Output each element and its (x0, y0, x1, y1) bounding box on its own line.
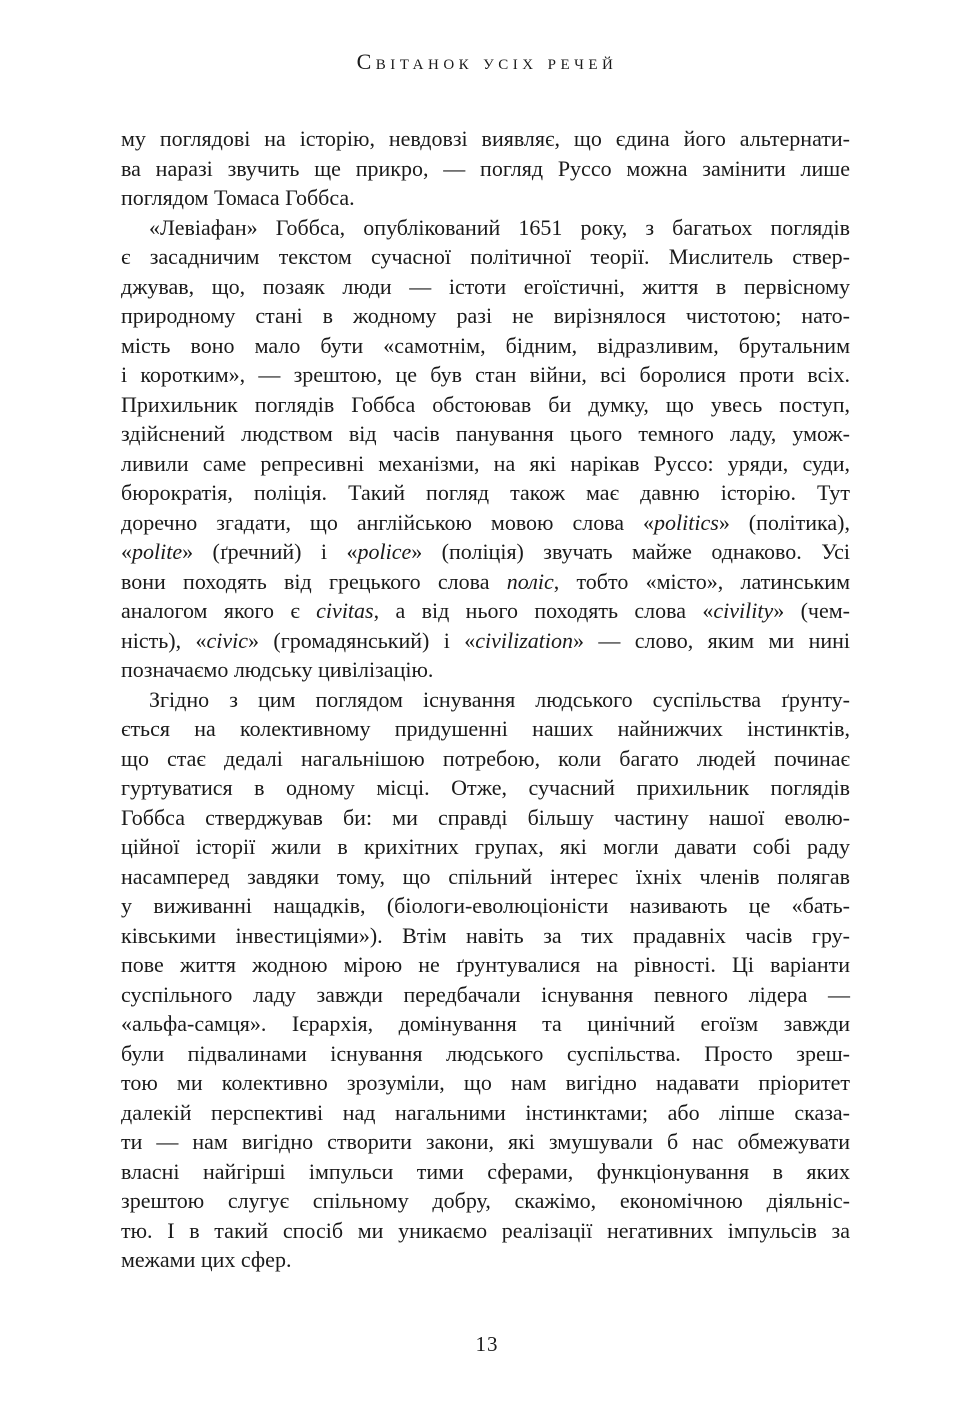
text-line (121, 1039, 850, 1069)
text-segment: ється на колективному придушенні наших найнижчих інстинктів, (121, 716, 850, 741)
text-line (121, 419, 850, 449)
text-segment: ва наразі звучить ще прикро, — погляд Руссо можна замінити лише (121, 155, 850, 181)
italic-text-segment: поліс (506, 568, 554, 594)
text-segment: » (чем- (773, 598, 851, 623)
text-line (121, 1098, 850, 1128)
text-line (121, 596, 850, 626)
text-segment: були підвалинами існування людського суспільства. Просто зреш- (121, 1040, 850, 1066)
text-line (121, 183, 850, 213)
text-segment: що стає дедалі нагальнішою потребою, коли багато людей починає (121, 745, 850, 771)
text-line (121, 1245, 850, 1275)
text-line (121, 980, 850, 1010)
text-line (121, 567, 850, 597)
text-line (121, 213, 850, 243)
text-segment: межами цих сфер. (121, 1247, 292, 1272)
text-line (121, 301, 850, 331)
text-segment: джував, що, позаяк люди — істоти егоїстичні, життя в первісному (121, 273, 850, 299)
text-segment: » (ґречний) і « (182, 539, 358, 564)
text-line (121, 1216, 850, 1246)
text-line (121, 124, 850, 154)
text-segment: зрештою слугує спільному добру, скажімо, економічною діяльніс- (121, 1188, 850, 1213)
text-segment: » (поліція) звучать майже однаково. Усі (411, 539, 850, 564)
text-segment: «альфа-самця». Ієрархія, домінування та цинічний егоїзм завжди (121, 1011, 850, 1036)
text-line (121, 154, 850, 184)
text-segment: і коротким», — зрештою, це був стан війни, всі боролися проти всіх. (121, 362, 850, 387)
text-line (121, 242, 850, 272)
text-segment: пове життя жодною мірою не ґрунтувалися на рівності. Ці варіанти (121, 952, 850, 977)
text-line (121, 1009, 850, 1039)
text-line (121, 1157, 850, 1187)
text-segment: далекій перспективі над нагальними інстинктами; або ліпше сказа- (121, 1099, 850, 1125)
paragraph (121, 124, 850, 213)
text-line (121, 744, 850, 774)
text-segment: тою ми колективно зрозуміли, що нам вигідно надавати пріоритет (121, 1070, 850, 1095)
text-segment: аналогом якого є (121, 598, 317, 623)
text-segment: доречно згадати, що англійською мовою слова « (121, 509, 655, 535)
italic-text-segment: police (357, 539, 412, 564)
text-line (121, 449, 850, 479)
text-segment: » (громадянський) і « (248, 627, 476, 653)
text-line (121, 478, 850, 508)
text-segment: ційної історії жили в крихітних групах, які могли давати собі раду (121, 834, 850, 859)
text-line (121, 360, 850, 390)
text-segment: ливили саме репресивні механізми, на які нарікав Руссо: уряди, суди, (121, 450, 850, 476)
text-segment: му поглядові на історію, невдовзі виявляє, що єдина його альтернати- (121, 126, 850, 151)
text-segment: , а від нього походять слова « (373, 598, 714, 623)
italic-text-segment: civility (713, 598, 774, 623)
paragraph (121, 213, 850, 685)
text-segment: бюрократія, поліція. Такий погляд також має давню історію. Тут (121, 480, 850, 505)
paragraph (121, 685, 850, 1275)
text-line (121, 331, 850, 361)
text-line (121, 832, 850, 862)
text-line (121, 1186, 850, 1216)
italic-text-segment: civilization (475, 627, 573, 653)
text-segment: » — слово, яким ми нині (572, 627, 850, 653)
text-segment: Гоббса стверджував би: ми справді більшу частину нашої еволю- (121, 804, 850, 830)
text-segment: вони походять від грецького слова (121, 568, 507, 594)
text-segment: поглядом Томаса Гоббса. (121, 185, 355, 210)
italic-text-segment: politics (654, 509, 719, 535)
text-segment: суспільного ладу завжди передбачали існування певного лідера — (121, 981, 850, 1007)
text-segment: Прихильник поглядів Гоббса обстоював би думку, що увесь поступ, (121, 391, 850, 417)
text-line (121, 803, 850, 833)
text-segment: позначаємо людську цивілізацію. (121, 657, 434, 682)
text-line (121, 685, 850, 715)
text-segment: мість воно мало бути «самотнім, бідним, відразливим, брутальним (121, 332, 850, 358)
text-line (121, 950, 850, 980)
text-line (121, 655, 850, 685)
text-line (121, 862, 850, 892)
text-segment: є засадничим текстом сучасної політичної теорії. Мислитель ствер- (121, 244, 850, 269)
text-segment: « (121, 539, 132, 564)
italic-text-segment: civitas (316, 598, 374, 623)
text-line (121, 1068, 850, 1098)
text-segment: власні найгірші імпульси тими сферами, функціонування в яких (121, 1158, 850, 1184)
italic-text-segment: civic (206, 627, 249, 653)
text-line (121, 714, 850, 744)
text-segment: насамперед завдяки тому, що спільний інтерес їхніх членів полягав (121, 863, 850, 889)
text-segment: здійснений людством від часів панування цього темного ладу, умож- (121, 421, 850, 446)
italic-text-segment: polite (132, 539, 183, 564)
text-segment: гуртуватися в одному місці. Отже, сучасний прихильник поглядів (121, 775, 850, 800)
text-line (121, 773, 850, 803)
text-segment: , тобто «місто», латинським (553, 568, 850, 594)
text-line (121, 272, 850, 302)
text-line (121, 891, 850, 921)
text-line (121, 537, 850, 567)
text-segment: у виживанні нащадків, (біологи-еволюціоністи називають це «бать- (121, 893, 850, 918)
page-number: 13 (475, 1332, 499, 1356)
text-line (121, 626, 850, 656)
text-segment: ківськими інвестиціями»). Втім навіть за тих прадавніх часів гру- (121, 922, 850, 948)
text-line (121, 508, 850, 538)
text-segment: тю. І в такий спосіб ми уникаємо реалізації негативних імпульсів за (121, 1217, 850, 1243)
text-segment: ти — нам вигідно створити закони, які змушували б нас обмежувати (121, 1129, 850, 1154)
text-line (121, 921, 850, 951)
text-segment: природному стані в жодному разі не вирізнялося чистотою; нато- (121, 303, 850, 328)
text-line (121, 390, 850, 420)
text-segment: «Левіафан» Гоббса, опублікований 1651 року, з багатьох поглядів (149, 214, 850, 240)
text-line (121, 1127, 850, 1157)
text-segment: » (політика), (718, 509, 851, 535)
running-header: Світанок усіх речей (356, 49, 618, 74)
text-segment: ність), « (121, 627, 207, 653)
text-segment: Згідно з цим поглядом існування людського суспільства ґрунту- (149, 686, 850, 712)
body-text (121, 124, 850, 1275)
